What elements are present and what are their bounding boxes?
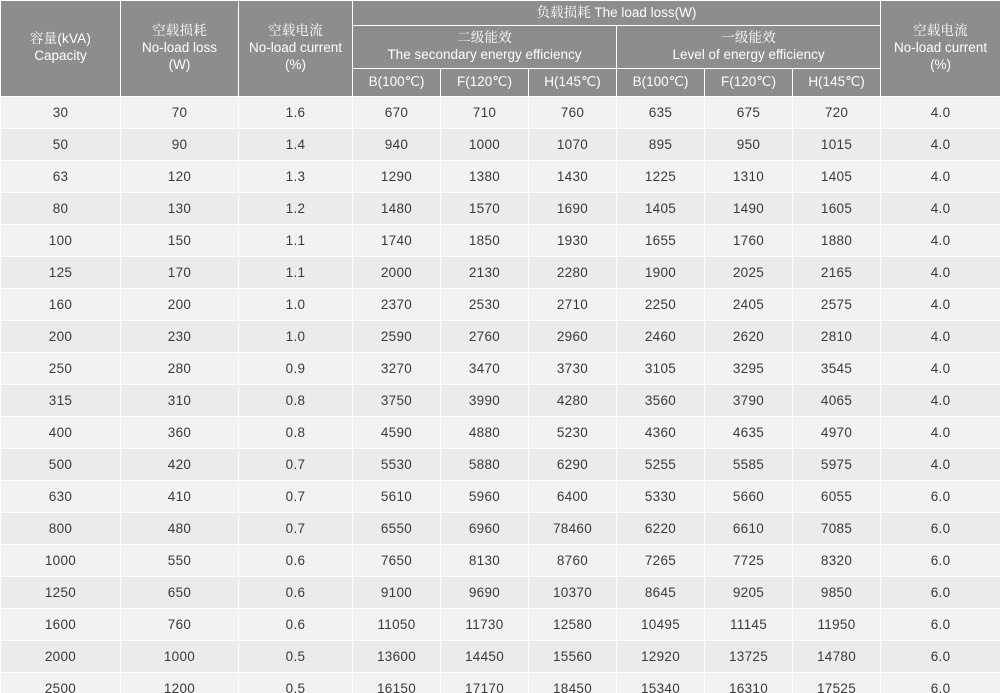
table-row	[1, 192, 1000, 224]
table-cell: 1225	[617, 160, 705, 192]
table-cell: 5975	[793, 448, 881, 480]
header-level-h: H(145℃)	[793, 68, 881, 96]
table-cell: 63	[1, 160, 121, 192]
table-cell: 6290	[529, 448, 617, 480]
table-cell: 4.0	[881, 288, 1000, 320]
table-cell: 1405	[793, 160, 881, 192]
table-cell: 3750	[353, 384, 441, 416]
header-capacity: 容量(kVA) Capacity	[1, 1, 121, 97]
table-row	[1, 544, 1000, 576]
table-cell: 670	[353, 96, 441, 128]
table-cell: 16310	[705, 672, 793, 693]
table-cell: 4360	[617, 416, 705, 448]
header-secondary-b: B(100℃)	[353, 68, 441, 96]
table-cell: 950	[705, 128, 793, 160]
table-cell: 1605	[793, 192, 881, 224]
table-cell: 1655	[617, 224, 705, 256]
header-no-load-current-left: 空载电流 No-load current (%)	[239, 1, 353, 97]
table-cell: 4590	[353, 416, 441, 448]
table-cell: 2760	[441, 320, 529, 352]
table-cell: 650	[121, 576, 239, 608]
table-cell: 5330	[617, 480, 705, 512]
table-cell: 18450	[529, 672, 617, 693]
table-cell: 940	[353, 128, 441, 160]
table-cell: 1850	[441, 224, 529, 256]
table-cell: 760	[529, 96, 617, 128]
table-row	[1, 384, 1000, 416]
table-cell: 0.6	[239, 608, 353, 640]
table-cell: 1430	[529, 160, 617, 192]
table-cell: 4065	[793, 384, 881, 416]
table-cell: 100	[1, 224, 121, 256]
table-cell: 0.7	[239, 448, 353, 480]
table-cell: 1600	[1, 608, 121, 640]
table-cell: 6.0	[881, 480, 1000, 512]
table-row	[1, 256, 1000, 288]
table-cell: 7725	[705, 544, 793, 576]
table-cell: 6.0	[881, 576, 1000, 608]
table-cell: 1405	[617, 192, 705, 224]
table-cell: 4.0	[881, 256, 1000, 288]
table-cell: 1250	[1, 576, 121, 608]
table-cell: 11950	[793, 608, 881, 640]
table-cell: 78460	[529, 512, 617, 544]
table-cell: 1000	[1, 544, 121, 576]
table-cell: 6.0	[881, 672, 1000, 693]
table-cell: 5255	[617, 448, 705, 480]
table-cell: 1.2	[239, 192, 353, 224]
table-cell: 6.0	[881, 544, 1000, 576]
table-cell: 6055	[793, 480, 881, 512]
table-cell: 3790	[705, 384, 793, 416]
table-cell: 11730	[441, 608, 529, 640]
table-cell: 160	[1, 288, 121, 320]
header-secondary-efficiency: 二级能效 The secondary energy efficiency	[353, 25, 617, 68]
table-cell: 0.6	[239, 576, 353, 608]
table-cell: 1.0	[239, 288, 353, 320]
table-cell: 6550	[353, 512, 441, 544]
table-cell: 2575	[793, 288, 881, 320]
table-cell: 2370	[353, 288, 441, 320]
table-cell: 6400	[529, 480, 617, 512]
table-cell: 13600	[353, 640, 441, 672]
table-cell: 2590	[353, 320, 441, 352]
table-header	[1, 1, 1000, 97]
table-row	[1, 672, 1000, 693]
table-row	[1, 96, 1000, 128]
table-row	[1, 512, 1000, 544]
table-cell: 3560	[617, 384, 705, 416]
table-cell: 4880	[441, 416, 529, 448]
table-cell: 8760	[529, 544, 617, 576]
table-row	[1, 160, 1000, 192]
table-cell: 70	[121, 96, 239, 128]
table-cell: 1490	[705, 192, 793, 224]
table-row	[1, 288, 1000, 320]
table-cell: 4.0	[881, 192, 1000, 224]
table-cell: 315	[1, 384, 121, 416]
table-cell: 12580	[529, 608, 617, 640]
table-cell: 170	[121, 256, 239, 288]
table-cell: 1290	[353, 160, 441, 192]
table-cell: 760	[121, 608, 239, 640]
table-cell: 4.0	[881, 416, 1000, 448]
table-cell: 7085	[793, 512, 881, 544]
table-row	[1, 416, 1000, 448]
table-cell: 3470	[441, 352, 529, 384]
table-cell: 800	[1, 512, 121, 544]
table-cell: 1.1	[239, 256, 353, 288]
table-cell: 6610	[705, 512, 793, 544]
table-cell: 1200	[121, 672, 239, 693]
table-row	[1, 480, 1000, 512]
table-cell: 3730	[529, 352, 617, 384]
table-cell: 8130	[441, 544, 529, 576]
table-cell: 0.7	[239, 480, 353, 512]
table-cell: 2000	[353, 256, 441, 288]
table-cell: 2960	[529, 320, 617, 352]
table-row	[1, 576, 1000, 608]
table-cell: 400	[1, 416, 121, 448]
table-cell: 5530	[353, 448, 441, 480]
header-secondary-f: F(120℃)	[441, 68, 529, 96]
table-cell: 2130	[441, 256, 529, 288]
table-cell: 7265	[617, 544, 705, 576]
table-cell: 12920	[617, 640, 705, 672]
table-cell: 0.6	[239, 544, 353, 576]
table-cell: 6960	[441, 512, 529, 544]
table-cell: 4.0	[881, 160, 1000, 192]
table-cell: 5880	[441, 448, 529, 480]
table-cell: 0.8	[239, 416, 353, 448]
table-cell: 4.0	[881, 96, 1000, 128]
table-cell: 1.1	[239, 224, 353, 256]
table-cell: 675	[705, 96, 793, 128]
table-cell: 4970	[793, 416, 881, 448]
table-cell: 635	[617, 96, 705, 128]
table-cell: 4.0	[881, 128, 1000, 160]
table-cell: 7650	[353, 544, 441, 576]
header-no-load-loss: 空载损耗 No-load loss (W)	[121, 1, 239, 97]
table-cell: 2710	[529, 288, 617, 320]
table-cell: 6.0	[881, 512, 1000, 544]
table-cell: 125	[1, 256, 121, 288]
table-cell: 80	[1, 192, 121, 224]
table-cell: 14450	[441, 640, 529, 672]
table-cell: 480	[121, 512, 239, 544]
table-cell: 11050	[353, 608, 441, 640]
table-cell: 2530	[441, 288, 529, 320]
table-cell: 120	[121, 160, 239, 192]
table-cell: 420	[121, 448, 239, 480]
table-cell: 6220	[617, 512, 705, 544]
table-cell: 1880	[793, 224, 881, 256]
table-cell: 2250	[617, 288, 705, 320]
table-cell: 17525	[793, 672, 881, 693]
table-cell: 0.7	[239, 512, 353, 544]
table-cell: 500	[1, 448, 121, 480]
table-row	[1, 608, 1000, 640]
table-cell: 3105	[617, 352, 705, 384]
header-level-b: B(100℃)	[617, 68, 705, 96]
table-body	[1, 96, 1000, 693]
table-cell: 2810	[793, 320, 881, 352]
table-cell: 4.0	[881, 352, 1000, 384]
table-cell: 10370	[529, 576, 617, 608]
table-cell: 4.0	[881, 224, 1000, 256]
table-cell: 90	[121, 128, 239, 160]
table-cell: 2025	[705, 256, 793, 288]
table-cell: 1480	[353, 192, 441, 224]
table-cell: 8645	[617, 576, 705, 608]
table-cell: 0.9	[239, 352, 353, 384]
table-cell: 1690	[529, 192, 617, 224]
table-cell: 9100	[353, 576, 441, 608]
table-cell: 30	[1, 96, 121, 128]
table-row	[1, 352, 1000, 384]
table-cell: 1.3	[239, 160, 353, 192]
table-cell: 360	[121, 416, 239, 448]
table-cell: 150	[121, 224, 239, 256]
table-cell: 1000	[121, 640, 239, 672]
table-cell: 1.0	[239, 320, 353, 352]
table-cell: 2620	[705, 320, 793, 352]
header-level-efficiency: 一级能效 Level of energy efficiency	[617, 25, 881, 68]
header-level-f: F(120℃)	[705, 68, 793, 96]
table-cell: 8320	[793, 544, 881, 576]
table-cell: 310	[121, 384, 239, 416]
table-row	[1, 224, 1000, 256]
table-cell: 720	[793, 96, 881, 128]
table-cell: 0.5	[239, 640, 353, 672]
table-cell: 13725	[705, 640, 793, 672]
table-cell: 710	[441, 96, 529, 128]
table-cell: 5960	[441, 480, 529, 512]
table-cell: 2280	[529, 256, 617, 288]
header-row-1	[1, 1, 1000, 26]
header-load-loss-group: 负载损耗 The load loss(W)	[353, 1, 881, 26]
table-row	[1, 640, 1000, 672]
table-cell: 9205	[705, 576, 793, 608]
table-cell: 3270	[353, 352, 441, 384]
table-row	[1, 320, 1000, 352]
table-cell: 5660	[705, 480, 793, 512]
table-cell: 1015	[793, 128, 881, 160]
table-cell: 280	[121, 352, 239, 384]
table-cell: 3545	[793, 352, 881, 384]
table-cell: 1900	[617, 256, 705, 288]
table-cell: 200	[121, 288, 239, 320]
table-cell: 50	[1, 128, 121, 160]
table-cell: 16150	[353, 672, 441, 693]
table-cell: 0.8	[239, 384, 353, 416]
table-cell: 2000	[1, 640, 121, 672]
table-cell: 11145	[705, 608, 793, 640]
table-cell: 1310	[705, 160, 793, 192]
table-cell: 10495	[617, 608, 705, 640]
table-cell: 5610	[353, 480, 441, 512]
header-secondary-h: H(145℃)	[529, 68, 617, 96]
table-cell: 230	[121, 320, 239, 352]
table-row	[1, 448, 1000, 480]
table-cell: 1760	[705, 224, 793, 256]
header-no-load-current-right: 空载电流 No-load current (%)	[881, 1, 1000, 97]
table-cell: 5585	[705, 448, 793, 480]
table-cell: 1.6	[239, 96, 353, 128]
table-cell: 1930	[529, 224, 617, 256]
table-cell: 2405	[705, 288, 793, 320]
table-cell: 15340	[617, 672, 705, 693]
table-cell: 200	[1, 320, 121, 352]
table-cell: 4.0	[881, 384, 1000, 416]
table-cell: 1.4	[239, 128, 353, 160]
table-cell: 1740	[353, 224, 441, 256]
table-cell: 130	[121, 192, 239, 224]
table-cell: 14780	[793, 640, 881, 672]
table-cell: 6.0	[881, 608, 1000, 640]
table-cell: 2500	[1, 672, 121, 693]
table-cell: 4.0	[881, 320, 1000, 352]
table-cell: 895	[617, 128, 705, 160]
table-cell: 6.0	[881, 640, 1000, 672]
table-cell: 2165	[793, 256, 881, 288]
table-cell: 3990	[441, 384, 529, 416]
table-cell: 4280	[529, 384, 617, 416]
table-cell: 9850	[793, 576, 881, 608]
table-cell: 1380	[441, 160, 529, 192]
table-cell: 9690	[441, 576, 529, 608]
table-cell: 3295	[705, 352, 793, 384]
table-cell: 550	[121, 544, 239, 576]
table-cell: 1070	[529, 128, 617, 160]
table-cell: 5230	[529, 416, 617, 448]
table-cell: 250	[1, 352, 121, 384]
table-cell: 17170	[441, 672, 529, 693]
table-cell: 15560	[529, 640, 617, 672]
table-cell: 1000	[441, 128, 529, 160]
table-cell: 630	[1, 480, 121, 512]
table-cell: 4635	[705, 416, 793, 448]
table-cell: 410	[121, 480, 239, 512]
table-cell: 0.5	[239, 672, 353, 693]
table-cell: 4.0	[881, 448, 1000, 480]
table-cell: 2460	[617, 320, 705, 352]
table-cell: 1570	[441, 192, 529, 224]
table-row	[1, 128, 1000, 160]
